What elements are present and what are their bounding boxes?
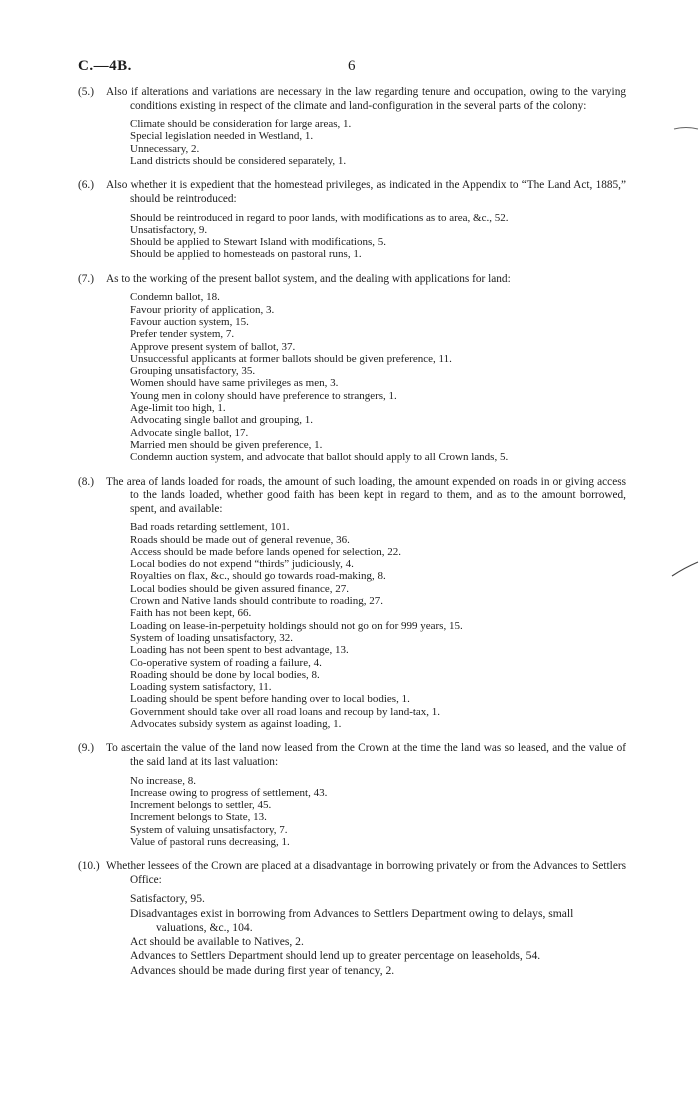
question bbox=[78, 742, 626, 769]
question-number: (5.) bbox=[78, 86, 94, 98]
answer-item: Local bodies do not expend “thirds” judiciously, 4. bbox=[130, 558, 354, 571]
answer-item: Increment belongs to settler, 45. bbox=[130, 799, 272, 812]
answer-item: Advocates subsidy system as against loading, 1. bbox=[130, 718, 342, 731]
answer-item: Prefer tender system, 7. bbox=[130, 328, 235, 341]
question bbox=[78, 273, 626, 287]
answer-list bbox=[78, 291, 626, 463]
page-header bbox=[78, 58, 638, 78]
answer-item: Roads should be made out of general revenue, 36. bbox=[130, 533, 350, 546]
answer-item: Age-limit too high, 1. bbox=[130, 402, 226, 415]
question-text: Whether lessees of the Crown are placed at a disadvantage in borrowing privately or from the Advances to Settlers Office: bbox=[106, 860, 626, 886]
answer-item: Co-operative system of roading a failure, 4. bbox=[130, 656, 322, 669]
margin-scan-mark bbox=[672, 120, 700, 140]
answer-item: Loading on lease-in-perpetuity holdings should not go on for 999 years, 15. bbox=[130, 619, 463, 632]
answer-item: Loading has not been spent to best advantage, 13. bbox=[130, 644, 349, 657]
answer-item: Satisfactory, 95. bbox=[130, 892, 205, 906]
report-body bbox=[78, 86, 626, 990]
section-5 bbox=[78, 86, 626, 167]
answer-item: Advocate single ballot, 17. bbox=[130, 426, 249, 439]
question-number: (9.) bbox=[78, 742, 94, 755]
section-10 bbox=[78, 860, 626, 977]
section-7 bbox=[78, 273, 626, 464]
answer-list bbox=[78, 892, 626, 977]
question bbox=[78, 179, 626, 206]
answer-item: Faith has not been kept, 66. bbox=[130, 607, 252, 620]
answer-item: Unsatisfactory, 9. bbox=[130, 223, 208, 236]
answer-item: No increase, 8. bbox=[130, 774, 196, 787]
answer-item: Government should take over all road loans and recoup by land-tax, 1. bbox=[130, 705, 441, 718]
section-8 bbox=[78, 476, 626, 731]
answer-item: Advances to Settlers Department should lend up to greater percentage on leaseholds, 54. bbox=[130, 949, 541, 963]
answer-item: Local bodies should be given assured finance, 27. bbox=[130, 582, 350, 595]
answer-item: Grouping unsatisfactory, 35. bbox=[130, 365, 256, 378]
question-text: Also if alterations and variations are necessary in the law regarding tenure and occupation, owing to the varying conditions existing in respect of the climate and land-configuration in the several parts of the colony: bbox=[106, 86, 626, 112]
answer-item: Unsuccessful applicants at former ballots should be given preference, 11. bbox=[130, 352, 452, 365]
answer-item: Favour auction system, 15. bbox=[130, 315, 249, 328]
answer-item: Advances should be made during first year of tenancy, 2. bbox=[130, 963, 395, 977]
answer-list bbox=[78, 118, 626, 167]
question-number: (8.) bbox=[78, 475, 94, 488]
question-text: To ascertain the value of the land now leased from the Crown at the time the land was so leased, and the value of the said land at its last valuation: bbox=[106, 742, 626, 768]
question-number: (6.) bbox=[78, 179, 94, 192]
answer-item: System of loading unsatisfactory, 32. bbox=[130, 631, 294, 644]
question-text: The area of lands loaded for roads, the amount of such loading, the amount expended on roads in or giving access to the lands loaded, whether good faith has been kept in regard to them, and as to the amount borrowed, spent, and available: bbox=[106, 475, 626, 515]
answer-item: Loading system satisfactory, 11. bbox=[130, 681, 272, 694]
answer-item: Approve present system of ballot, 37. bbox=[130, 340, 296, 353]
section-6 bbox=[78, 179, 626, 260]
answer-item: Disadvantages exist in borrowing from Advances to Settlers Department owing to delays, small valuations, &c., 104. bbox=[130, 906, 574, 934]
answer-item: Loading should be spent before handing over to local bodies, 1. bbox=[130, 693, 410, 706]
answer-item: Crown and Native lands should contribute to roading, 27. bbox=[130, 595, 383, 608]
answer-item: System of valuing unsatisfactory, 7. bbox=[130, 823, 288, 836]
answer-item: Young men in colony should have preference to strangers, 1. bbox=[130, 389, 397, 402]
answer-item: Special legislation needed in Westland, 1. bbox=[130, 130, 314, 143]
answer-item: Advocating single ballot and grouping, 1. bbox=[130, 414, 313, 427]
question bbox=[78, 476, 626, 517]
answer-item: Land districts should be considered separately, 1. bbox=[130, 155, 347, 168]
answer-item: Roading should be done by local bodies, 8. bbox=[130, 668, 320, 681]
question-text: As to the working of the present ballot system, and the dealing with applications for land: bbox=[106, 272, 511, 285]
question-number: (10.) bbox=[78, 860, 100, 873]
answer-item: Increase owing to progress of settlement, 43. bbox=[130, 786, 328, 799]
answer-list bbox=[78, 212, 626, 261]
answer-list bbox=[78, 521, 626, 730]
answer-item: Access should be made before lands opened for selection, 22. bbox=[130, 545, 401, 558]
page-number: 6 bbox=[348, 58, 356, 74]
margin-scan-mark bbox=[670, 556, 700, 582]
answer-item: Condemn ballot, 18. bbox=[130, 291, 220, 304]
answer-item: Royalties on flax, &c., should go towards road-making, 8. bbox=[130, 570, 386, 583]
question-text: Also whether it is expedient that the homestead privileges, as indicated in the Appendix to “The Land Act, 1885,” should be reintroduced: bbox=[106, 179, 626, 205]
document-reference: C.—4B. bbox=[78, 58, 132, 74]
answer-list bbox=[78, 775, 626, 849]
answer-item: Should be applied to Stewart Island with modifications, 5. bbox=[130, 236, 387, 249]
answer-item: Favour priority of application, 3. bbox=[130, 303, 275, 316]
answer-item: Climate should be consideration for large areas, 1. bbox=[130, 118, 352, 131]
answer-item: Condemn auction system, and advocate that ballot should apply to all Crown lands, 5. bbox=[130, 451, 509, 464]
question-number: (7.) bbox=[78, 272, 94, 285]
section-9 bbox=[78, 742, 626, 848]
question bbox=[78, 860, 626, 887]
answer-item: Increment belongs to State, 13. bbox=[130, 811, 267, 824]
answer-item: Unnecessary, 2. bbox=[130, 142, 200, 155]
answer-item: Married men should be given preference, 1. bbox=[130, 438, 323, 451]
answer-item: Bad roads retarding settlement, 101. bbox=[130, 521, 290, 534]
answer-item: Should be applied to homesteads on pastoral runs, 1. bbox=[130, 248, 362, 261]
answer-item: Women should have same privileges as men, 3. bbox=[130, 377, 339, 390]
answer-item: Value of pastoral runs decreasing, 1. bbox=[130, 836, 290, 848]
question bbox=[78, 86, 626, 113]
answer-item: Act should be available to Natives, 2. bbox=[130, 935, 304, 949]
answer-item: Should be reintroduced in regard to poor lands, with modifications as to area, &c., 52. bbox=[130, 211, 509, 224]
